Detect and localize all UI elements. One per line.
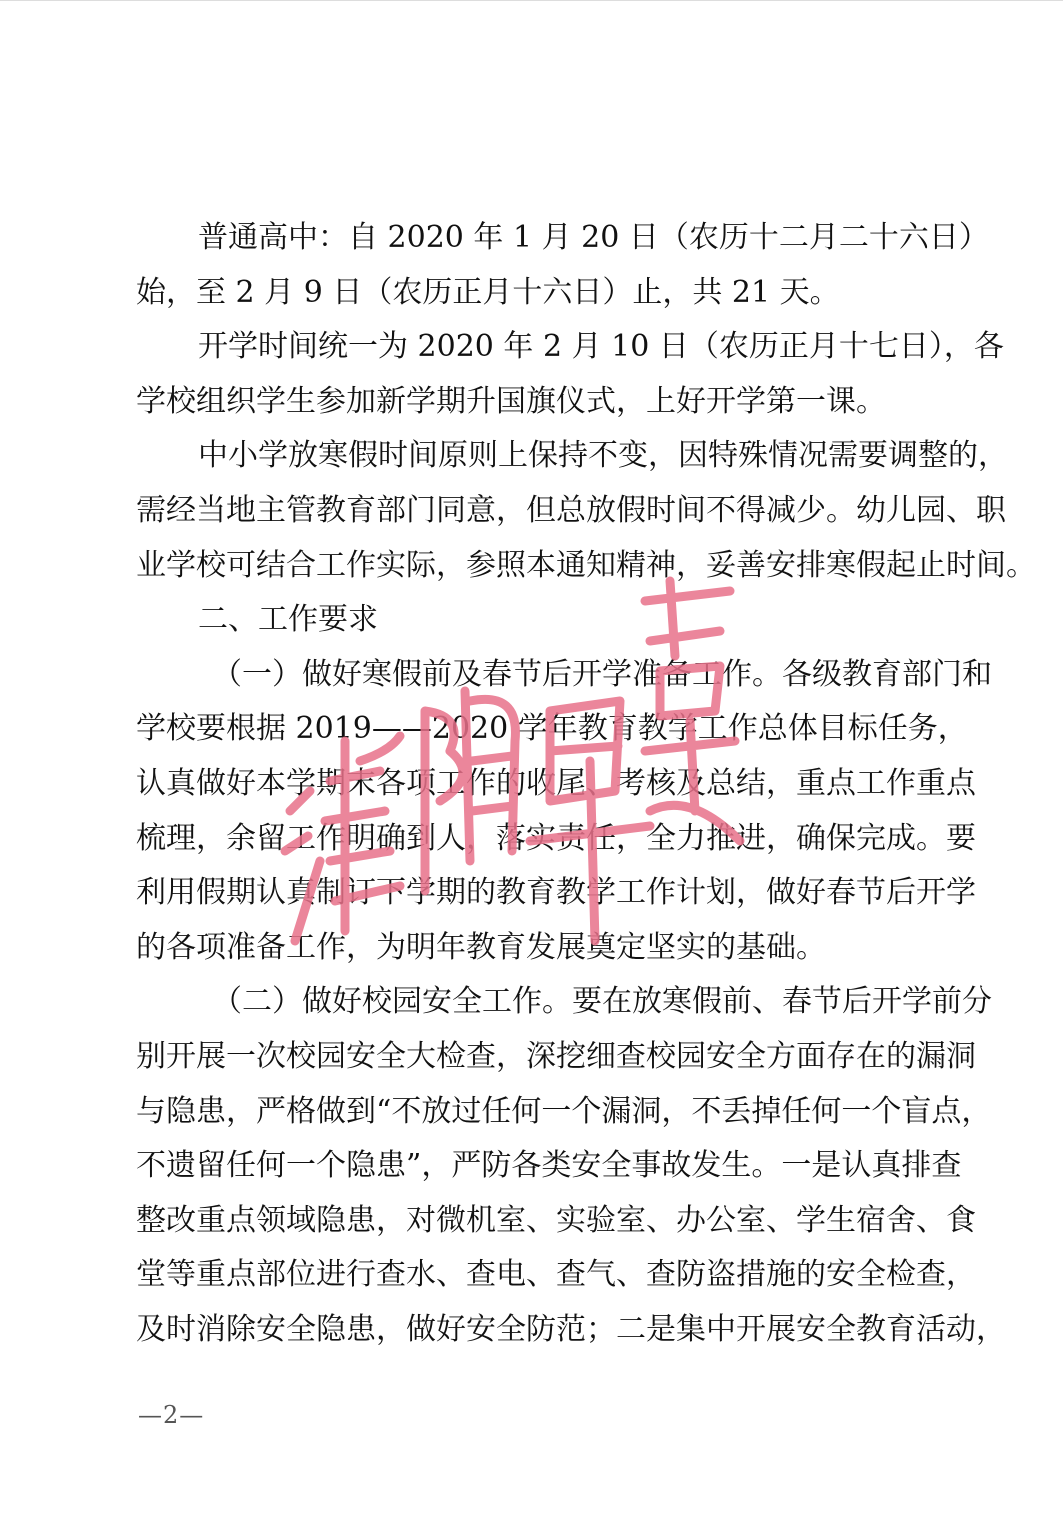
text-line: 开学时间统一为 2020 年 2 月 10 日（农历正月十七日），各 xyxy=(198,329,1004,365)
document-body xyxy=(136,211,1036,1357)
text-line: 与隐患，严格做到“不放过任何一个漏洞，不丢掉任何一个盲点， xyxy=(136,1093,992,1129)
text-line: 业学校可结合工作实际，参照本通知精神，妥善安排寒假起止时间。 xyxy=(136,547,1036,583)
text-line: 需经当地主管教育部门同意，但总放假时间不得减少。幼儿园、职 xyxy=(136,492,1006,528)
subsection-heading-line: （二）做好校园安全工作。要在放寒假前、春节后开学前分 xyxy=(212,984,992,1020)
page-number: —2— xyxy=(138,1401,205,1429)
text-line: 不遗留任何一个隐患”，严防各类安全事故发生。一是认真排查 xyxy=(136,1148,962,1184)
text-line: 学校组织学生参加新学期升国旗仪式，上好开学第一课。 xyxy=(136,383,886,419)
subsection-heading-line: （一）做好寒假前及春节后开学准备工作。各级教育部门和 xyxy=(212,656,992,692)
text-line: 中小学放寒假时间原则上保持不变，因特殊情况需要调整的， xyxy=(198,438,1008,474)
text-line: 学校要根据 2019——2020 学年教育教学工作总体目标任务， xyxy=(136,711,968,747)
text-line: 别开展一次校园安全大检查，深挖细查校园安全方面存在的漏洞 xyxy=(136,1038,976,1074)
text-line: 及时消除安全隐患，做好安全防范；二是集中开展安全教育活动， xyxy=(136,1311,1006,1347)
text-line: 利用假期认真制订下学期的教育教学工作计划，做好春节后开学 xyxy=(136,875,976,911)
text-line: 堂等重点部位进行查水、查电、查气、查防盗措施的安全检查， xyxy=(136,1257,976,1293)
section-heading: 二、工作要求 xyxy=(198,602,378,638)
text-line: 梳理，余留工作明确到人，落实责任，全力推进，确保完成。要 xyxy=(136,820,976,856)
text-line: 普通高中：自 2020 年 1 月 20 日（农历十二月二十六日） xyxy=(198,220,989,255)
text-line: 认真做好本学期末各项工作的收尾、考核及总结，重点工作重点 xyxy=(136,765,976,801)
text-line: 整改重点领域隐患，对微机室、实验室、办公室、学生宿舍、食 xyxy=(136,1202,976,1238)
text-line: 的各项准备工作，为明年教育发展奠定坚实的基础。 xyxy=(136,929,826,965)
text-line: 始，至 2 月 9 日（农历正月十六日）止，共 21 天。 xyxy=(136,274,840,310)
